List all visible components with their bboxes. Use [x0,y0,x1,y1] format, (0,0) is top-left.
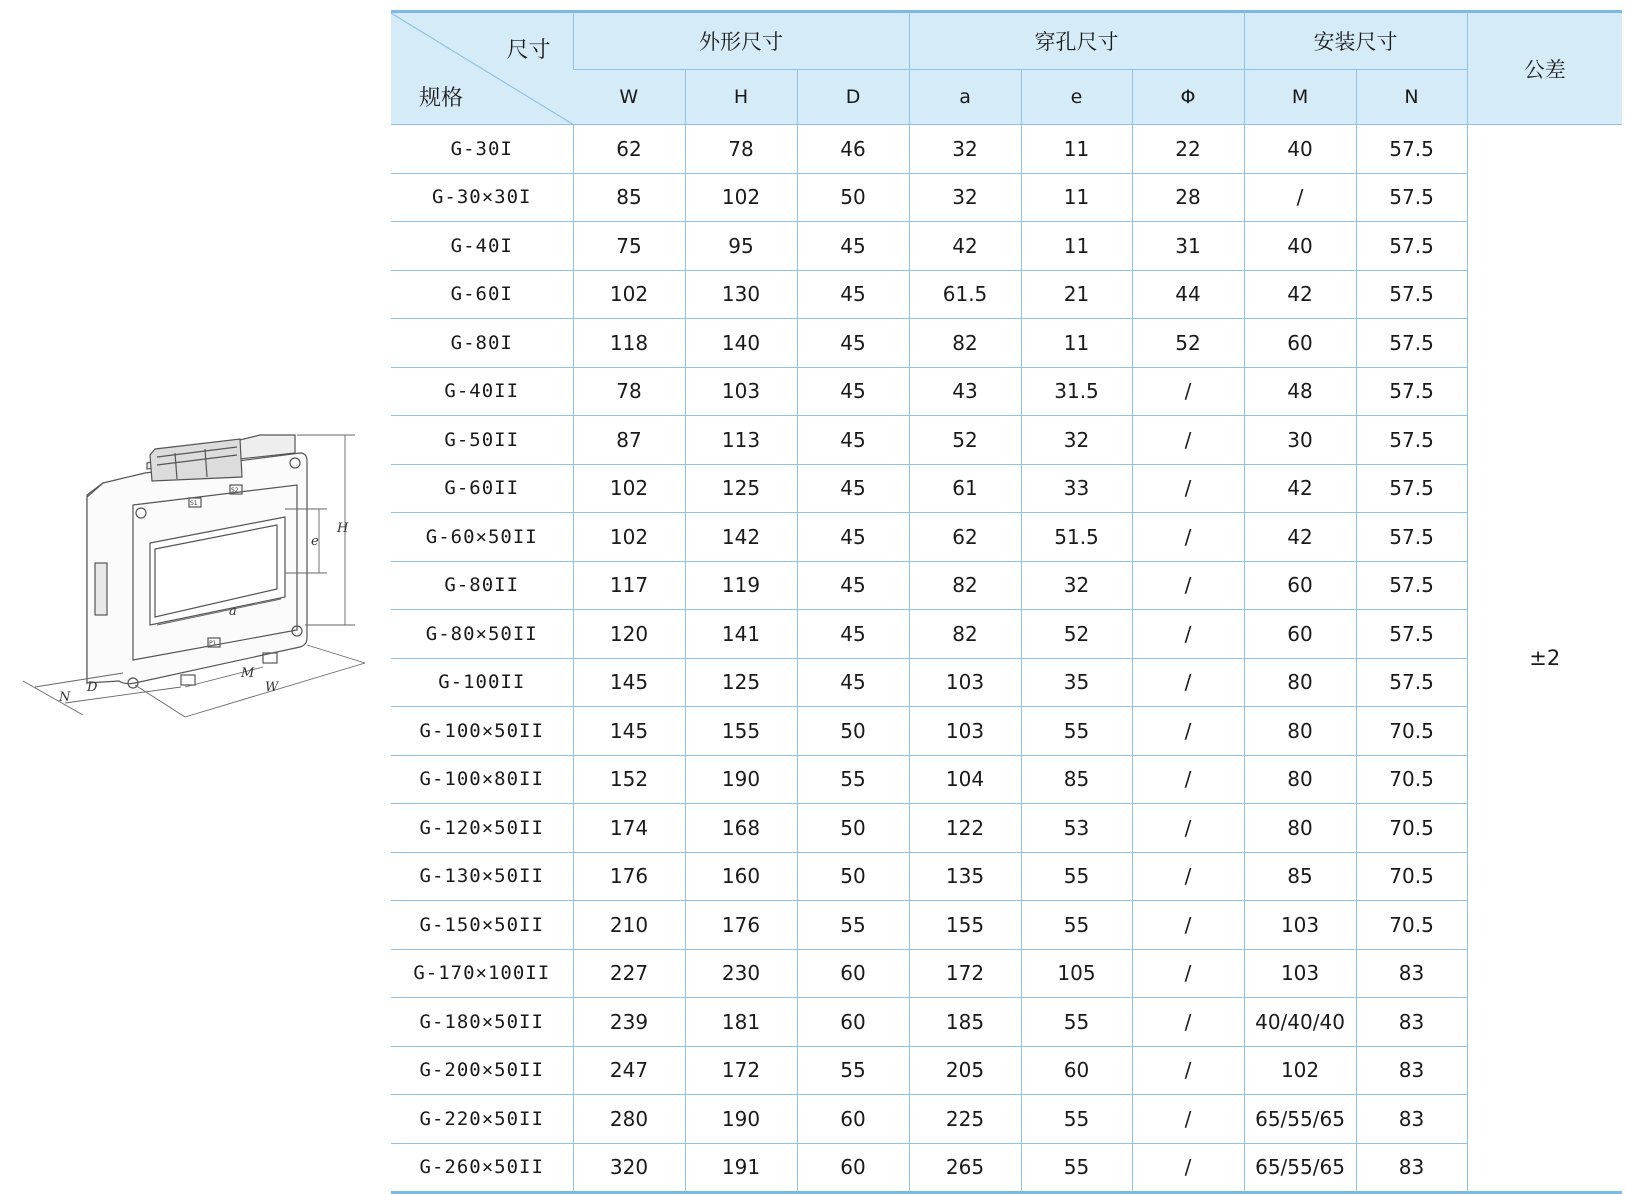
cell-H: 168 [685,804,797,853]
cell-phi: / [1132,1095,1244,1144]
cell-e: 55 [1021,901,1132,950]
transformer-dimension-drawing [15,425,385,745]
spec-model-cell: G-200×50II [391,1046,573,1095]
cell-D: 45 [797,513,909,562]
cell-W: 176 [573,852,685,901]
cell-M: 65/55/65 [1244,1143,1356,1193]
cell-e: 33 [1021,464,1132,513]
table-row [391,367,1622,416]
cell-M: 85 [1244,852,1356,901]
cell-e: 31.5 [1021,367,1132,416]
cell-H: 230 [685,949,797,998]
spec-model-cell: G-100×50II [391,707,573,756]
cell-D: 60 [797,998,909,1047]
label-D: D [87,680,98,695]
spec-model-cell: G-50II [391,416,573,465]
cell-D: 50 [797,707,909,756]
spec-model-cell: G-40II [391,367,573,416]
cell-e: 32 [1021,561,1132,610]
cell-N: 57.5 [1356,367,1467,416]
spec-model-cell: G-60I [391,270,573,319]
cell-W: 75 [573,222,685,271]
cell-M: 60 [1244,561,1356,610]
spec-model-cell: G-170×100II [391,949,573,998]
cell-a: 225 [909,1095,1021,1144]
table-row [391,464,1622,513]
cell-N: 57.5 [1356,270,1467,319]
cell-W: 239 [573,998,685,1047]
cell-e: 32 [1021,416,1132,465]
cell-W: 210 [573,901,685,950]
cell-phi: / [1132,998,1244,1047]
cell-H: 191 [685,1143,797,1193]
dimension-spec-table [391,10,1622,1194]
cell-a: 82 [909,319,1021,368]
cell-W: 120 [573,610,685,659]
spec-model-cell: G-180×50II [391,998,573,1047]
cell-e: 55 [1021,852,1132,901]
cell-e: 53 [1021,804,1132,853]
mounting-dimensions-header: 安装尺寸 [1244,12,1467,70]
cell-a: 155 [909,901,1021,950]
cell-M: 40 [1244,125,1356,174]
cell-H: 125 [685,658,797,707]
cell-phi: / [1132,610,1244,659]
cell-M: 40 [1244,222,1356,271]
hole-dimensions-header: 穿孔尺寸 [909,12,1244,70]
cell-e: 11 [1021,319,1132,368]
spec-model-cell: G-120×50II [391,804,573,853]
cell-H: 172 [685,1046,797,1095]
terminal-s1-label: S1 [190,500,198,507]
spec-model-cell: G-30×30I [391,173,573,222]
cell-W: 145 [573,658,685,707]
tolerance-header: 公差 [1467,12,1622,125]
spec-model-cell: G-30I [391,125,573,174]
cell-W: 85 [573,173,685,222]
label-W: W [265,680,279,695]
cell-H: 155 [685,707,797,756]
table-row [391,561,1622,610]
cell-M: 65/55/65 [1244,1095,1356,1144]
cell-phi: 22 [1132,125,1244,174]
cell-W: 118 [573,319,685,368]
cell-a: 61.5 [909,270,1021,319]
cell-phi: / [1132,755,1244,804]
table-row [391,1095,1622,1144]
cell-N: 57.5 [1356,464,1467,513]
cell-D: 45 [797,561,909,610]
cell-H: 142 [685,513,797,562]
cell-N: 70.5 [1356,707,1467,756]
cell-N: 57.5 [1356,513,1467,562]
label-e: e [311,534,319,549]
cell-N: 70.5 [1356,852,1467,901]
cell-H: 102 [685,173,797,222]
cell-a: 61 [909,464,1021,513]
col-header-D: D [797,70,909,125]
cell-e: 35 [1021,658,1132,707]
corner-spec-label: 规格 [419,86,464,111]
cell-N: 57.5 [1356,173,1467,222]
spec-model-cell: G-80II [391,561,573,610]
cell-a: 52 [909,416,1021,465]
cell-H: 181 [685,998,797,1047]
cell-N: 57.5 [1356,610,1467,659]
cell-W: 117 [573,561,685,610]
table-row [391,513,1622,562]
cell-e: 55 [1021,998,1132,1047]
label-N: N [59,690,71,705]
corner-size-label: 尺寸 [506,38,551,63]
cell-M: 48 [1244,367,1356,416]
table-row [391,658,1622,707]
cell-e: 55 [1021,1095,1132,1144]
cell-D: 45 [797,319,909,368]
cell-W: 227 [573,949,685,998]
cell-a: 42 [909,222,1021,271]
cell-H: 78 [685,125,797,174]
cell-W: 62 [573,125,685,174]
table-row [391,755,1622,804]
cell-e: 60 [1021,1046,1132,1095]
cell-W: 102 [573,270,685,319]
cell-phi: / [1132,901,1244,950]
cell-e: 11 [1021,173,1132,222]
table-row [391,610,1622,659]
cell-phi: 31 [1132,222,1244,271]
spec-model-cell: G-150×50II [391,901,573,950]
cell-H: 113 [685,416,797,465]
spec-model-cell: G-60×50II [391,513,573,562]
cell-N: 70.5 [1356,901,1467,950]
table-row [391,1143,1622,1193]
cell-M: 60 [1244,610,1356,659]
table-row [391,222,1622,271]
spec-model-cell: G-100×80II [391,755,573,804]
col-header-phi: Φ [1132,70,1244,125]
cell-a: 82 [909,610,1021,659]
cell-H: 190 [685,755,797,804]
cell-a: 32 [909,125,1021,174]
cell-D: 45 [797,367,909,416]
cell-W: 174 [573,804,685,853]
cell-a: 104 [909,755,1021,804]
table-row [391,804,1622,853]
cell-a: 185 [909,998,1021,1047]
cell-D: 60 [797,1095,909,1144]
cell-M: / [1244,173,1356,222]
table-row [391,125,1622,174]
cell-D: 45 [797,222,909,271]
cell-H: 119 [685,561,797,610]
table-row [391,998,1622,1047]
cell-M: 42 [1244,464,1356,513]
cell-D: 60 [797,1143,909,1193]
cell-W: 320 [573,1143,685,1193]
label-H: H [337,521,349,536]
cell-N: 70.5 [1356,755,1467,804]
cell-W: 247 [573,1046,685,1095]
cell-D: 55 [797,901,909,950]
cell-a: 103 [909,658,1021,707]
cell-phi: / [1132,804,1244,853]
cell-phi: / [1132,561,1244,610]
table-row [391,852,1622,901]
cell-D: 45 [797,464,909,513]
cell-M: 80 [1244,804,1356,853]
spec-model-cell: G-100II [391,658,573,707]
cell-M: 102 [1244,1046,1356,1095]
cell-a: 205 [909,1046,1021,1095]
cell-N: 57.5 [1356,222,1467,271]
cell-D: 45 [797,610,909,659]
cell-W: 280 [573,1095,685,1144]
cell-N: 57.5 [1356,125,1467,174]
cell-H: 176 [685,901,797,950]
cell-H: 103 [685,367,797,416]
col-header-e: e [1021,70,1132,125]
cell-M: 42 [1244,513,1356,562]
cell-H: 125 [685,464,797,513]
cell-W: 102 [573,513,685,562]
cell-N: 83 [1356,1143,1467,1193]
cell-e: 11 [1021,222,1132,271]
cell-e: 55 [1021,1143,1132,1193]
cell-phi: / [1132,658,1244,707]
cell-M: 103 [1244,949,1356,998]
terminal-s2-label: S2 [231,487,239,494]
cell-phi: / [1132,367,1244,416]
cell-N: 57.5 [1356,319,1467,368]
cell-H: 140 [685,319,797,368]
table-row [391,270,1622,319]
cell-N: 83 [1356,1046,1467,1095]
spec-model-cell: G-220×50II [391,1095,573,1144]
spec-model-cell: G-80×50II [391,610,573,659]
spec-model-cell: G-60II [391,464,573,513]
cell-D: 50 [797,852,909,901]
cell-D: 55 [797,1046,909,1095]
terminal-p1-label: P1 [209,640,217,647]
cell-a: 172 [909,949,1021,998]
cell-a: 135 [909,852,1021,901]
table-row [391,319,1622,368]
cell-phi: / [1132,416,1244,465]
col-header-W: W [573,70,685,125]
cell-e: 105 [1021,949,1132,998]
table-row [391,707,1622,756]
cell-a: 43 [909,367,1021,416]
label-a: a [229,604,237,619]
cell-phi: / [1132,707,1244,756]
cell-W: 152 [573,755,685,804]
cell-a: 62 [909,513,1021,562]
outline-dimensions-header: 外形尺寸 [573,12,909,70]
cell-D: 60 [797,949,909,998]
cell-a: 82 [909,561,1021,610]
cell-a: 122 [909,804,1021,853]
cell-D: 50 [797,173,909,222]
cell-phi: 52 [1132,319,1244,368]
cell-phi: / [1132,513,1244,562]
col-header-H: H [685,70,797,125]
cell-a: 32 [909,173,1021,222]
cell-N: 83 [1356,949,1467,998]
cell-N: 57.5 [1356,658,1467,707]
cell-phi: / [1132,1046,1244,1095]
spec-model-cell: G-130×50II [391,852,573,901]
tolerance-value-cell: ±2 [1467,125,1622,1193]
cell-N: 83 [1356,1095,1467,1144]
cell-M: 30 [1244,416,1356,465]
cell-e: 52 [1021,610,1132,659]
cell-D: 45 [797,658,909,707]
cell-M: 42 [1244,270,1356,319]
cell-phi: / [1132,949,1244,998]
cell-H: 95 [685,222,797,271]
cell-W: 87 [573,416,685,465]
cell-e: 55 [1021,707,1132,756]
spec-model-cell: G-40I [391,222,573,271]
table-row [391,901,1622,950]
cell-W: 102 [573,464,685,513]
cell-M: 40/40/40 [1244,998,1356,1047]
cell-M: 80 [1244,658,1356,707]
table-row [391,173,1622,222]
col-header-N: N [1356,70,1467,125]
cell-D: 55 [797,755,909,804]
cell-a: 265 [909,1143,1021,1193]
cell-e: 85 [1021,755,1132,804]
cell-phi: 28 [1132,173,1244,222]
corner-header [391,12,573,125]
cell-W: 78 [573,367,685,416]
cell-e: 51.5 [1021,513,1132,562]
cell-D: 45 [797,270,909,319]
cell-D: 45 [797,416,909,465]
cell-W: 145 [573,707,685,756]
label-M: M [241,666,255,681]
cell-phi: / [1132,464,1244,513]
cell-M: 60 [1244,319,1356,368]
table-row [391,949,1622,998]
table-row [391,1046,1622,1095]
cell-N: 83 [1356,998,1467,1047]
spec-model-cell: G-80I [391,319,573,368]
cell-phi: / [1132,1143,1244,1193]
cell-N: 57.5 [1356,561,1467,610]
cell-phi: 44 [1132,270,1244,319]
cell-M: 80 [1244,755,1356,804]
cell-D: 50 [797,804,909,853]
cell-H: 141 [685,610,797,659]
cell-N: 57.5 [1356,416,1467,465]
cell-N: 70.5 [1356,804,1467,853]
cell-M: 80 [1244,707,1356,756]
table-row [391,416,1622,465]
cell-H: 190 [685,1095,797,1144]
cell-phi: / [1132,852,1244,901]
spec-model-cell: G-260×50II [391,1143,573,1193]
cell-H: 130 [685,270,797,319]
cell-H: 160 [685,852,797,901]
cell-a: 103 [909,707,1021,756]
cell-e: 21 [1021,270,1132,319]
col-header-a: a [909,70,1021,125]
cell-e: 11 [1021,125,1132,174]
cell-M: 103 [1244,901,1356,950]
cell-D: 46 [797,125,909,174]
col-header-M: M [1244,70,1356,125]
